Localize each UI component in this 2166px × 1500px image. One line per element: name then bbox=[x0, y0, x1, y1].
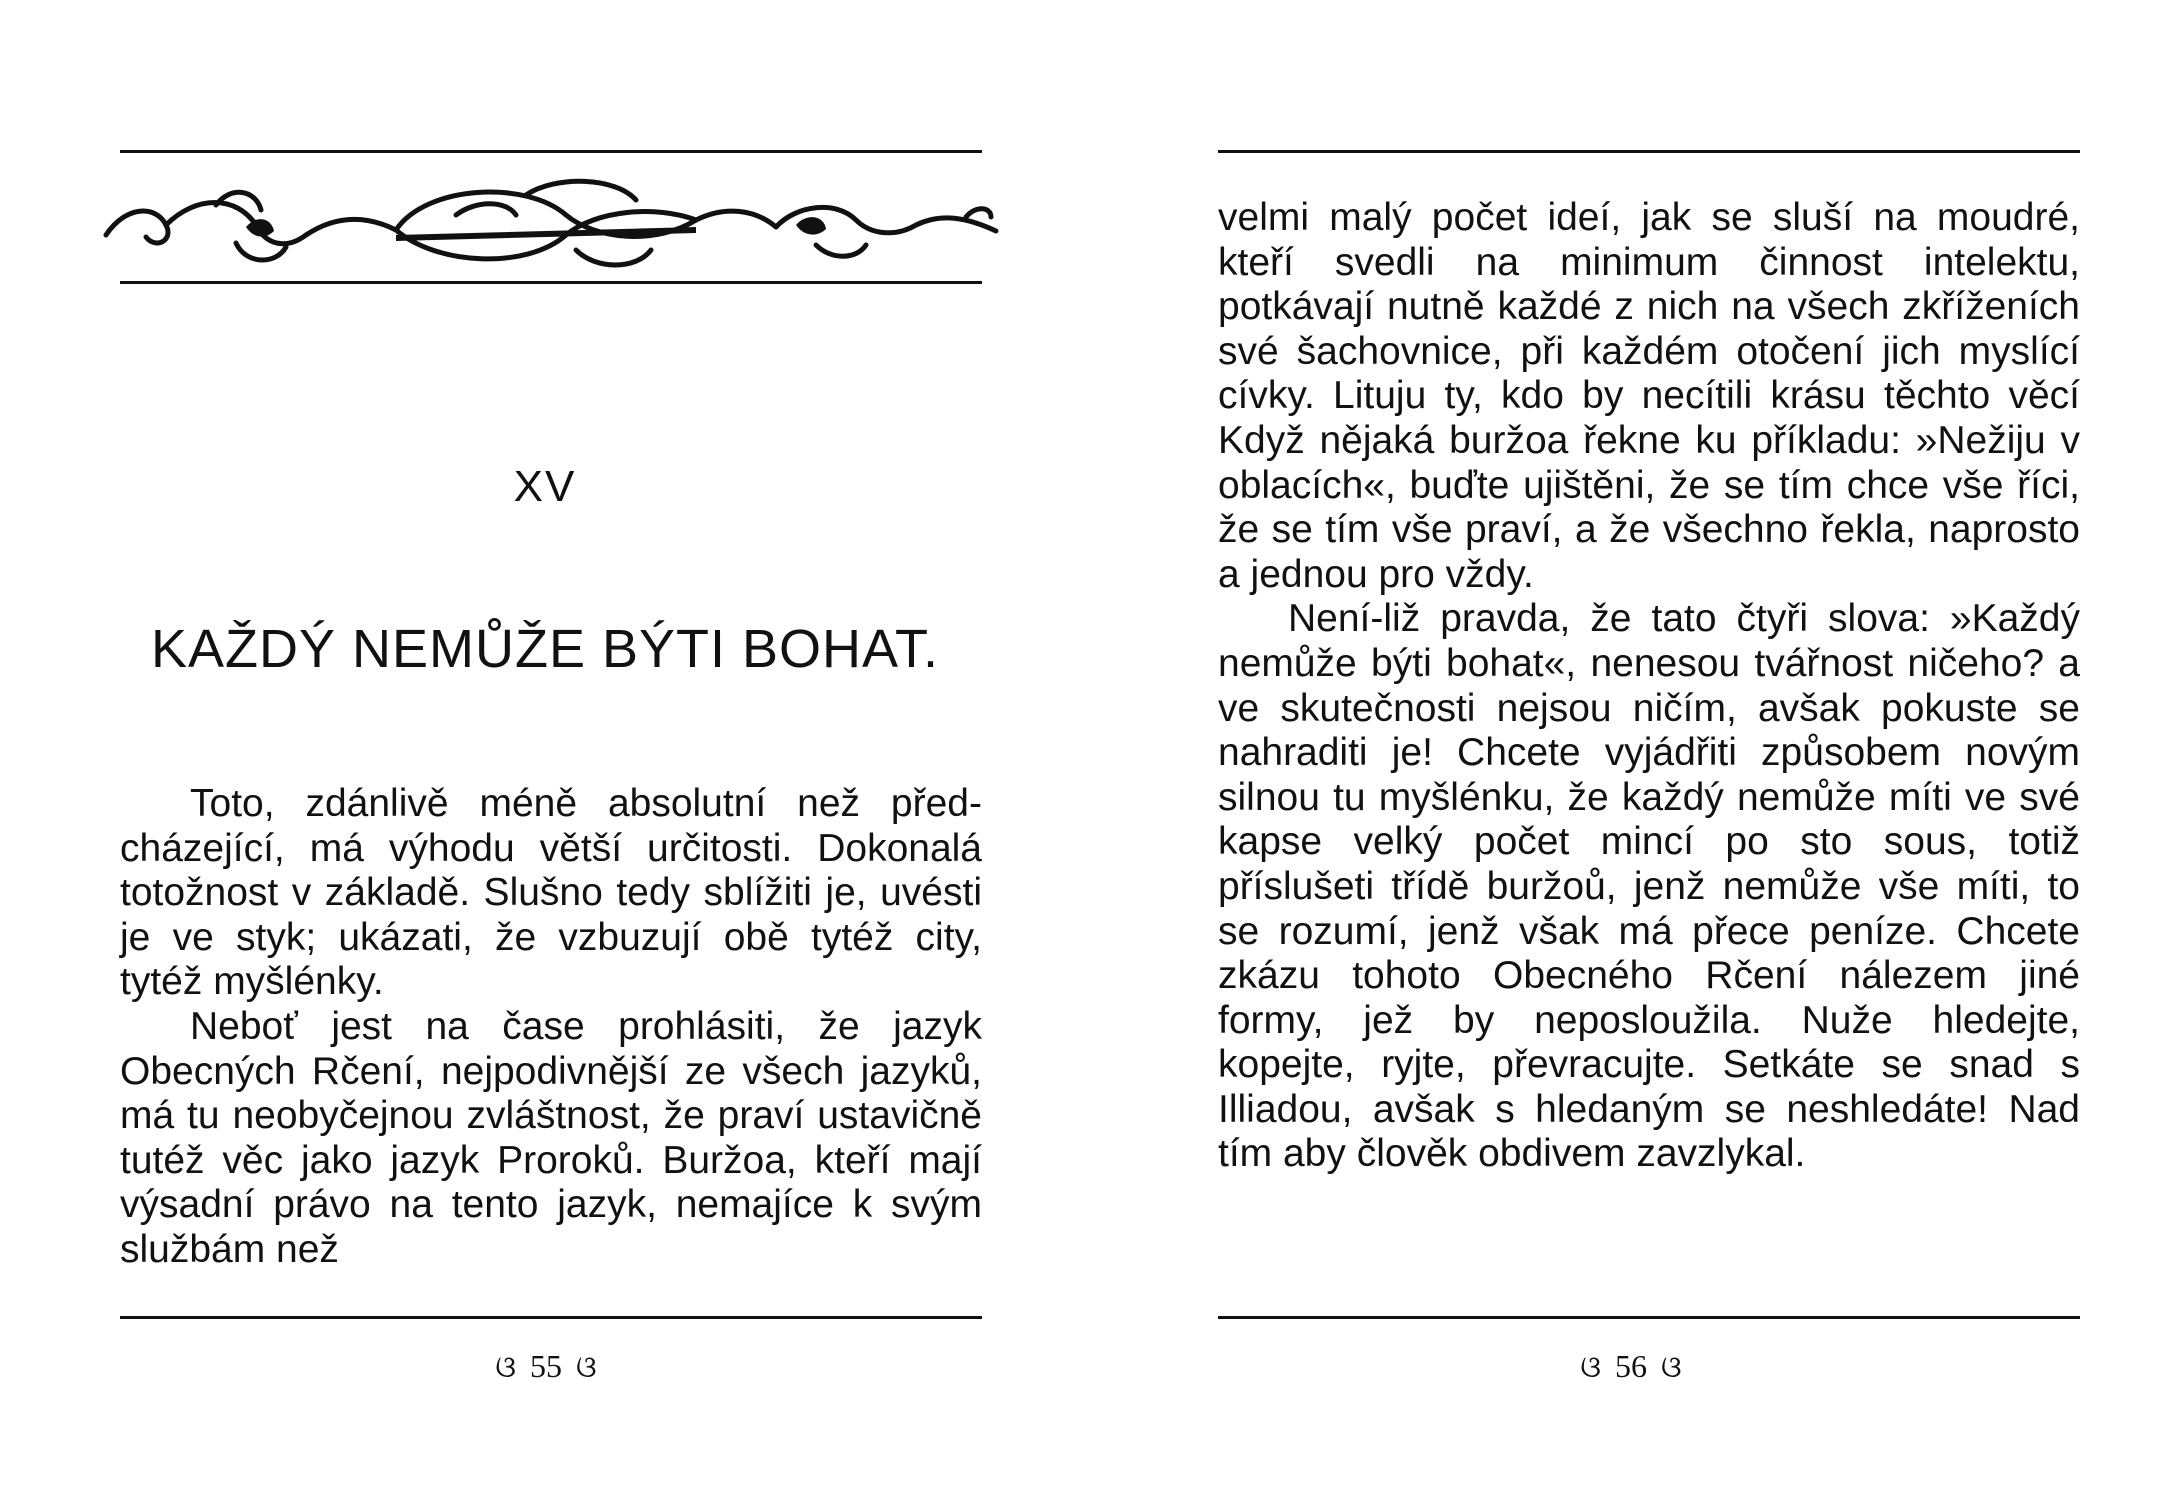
folio-ornament-left-icon: ଓ bbox=[495, 1351, 516, 1384]
top-rule bbox=[120, 150, 982, 153]
folio-ornament-left-icon: ଓ bbox=[1580, 1351, 1601, 1384]
ornament-bottom-rule bbox=[120, 281, 982, 284]
paragraph: Toto, zdánlivě méně absolutní než předcházející, má výhodu větší určitosti. Dokonalá totožnost v základě. Slušno tedy sblížiti je, uvésti je ve styk; ukázati, že vzbuzují obě tytéž city, tytéž myšlénky. bbox=[120, 782, 982, 1004]
chapter-number: XV bbox=[513, 462, 577, 511]
right-body-text bbox=[1218, 196, 2080, 1177]
chapter-title: KAŽDÝ NEMŮŽE BÝTI BOHAT. bbox=[150, 619, 940, 679]
ornament-vignette bbox=[96, 165, 1002, 280]
bottom-rule bbox=[120, 1316, 982, 1319]
folio bbox=[346, 1348, 746, 1385]
right-page bbox=[1083, 0, 2166, 1500]
folio-ornament-right-icon: ଓ bbox=[576, 1351, 597, 1384]
left-body-text bbox=[120, 782, 982, 1273]
page-number: 55 bbox=[530, 1348, 562, 1384]
paragraph: Není-liž pravda, že tato čtyři slova: »Každý nemůže býti bohat«, nenesou tvářnost ničeho? a ve skutečnosti nejsou ničím, avšak pokuste se nahraditi je! Chcete vyjádřiti způsobem novým silnou tu myšlénku, že každý nemůže míti ve své kapse velký počet mincí po sto sous, totiž příslušeti třídě buržoů, jenž nemůže vše míti, to se rozumí, jenž však má přece peníze. Chcete zkázu tohoto Obecného Rčení nálezem jiné formy, jež by neposloužila. Nuže hledejte, kopejte, ryjte, převracujte. Setkáte se snad s Illiadou, avšak s hledaným se neshledáte! Nad tím aby člověk obdivem zavzlykal. bbox=[1218, 597, 2080, 1176]
folio bbox=[1431, 1348, 1831, 1385]
folio-ornament-right-icon: ଓ bbox=[1661, 1351, 1682, 1384]
page-number: 56 bbox=[1615, 1348, 1647, 1384]
paragraph: velmi malý počet ideí, jak se sluší na moudré, kteří svedli na minimum činnost intelektu, potkávají nutně každé z nich na všech zkříženích své šachovnice, při každém otočení jich myslící cívky. Lituju ty, kdo by necítili krásu těchto věcí Když nějaká buržoa řekne ku příkladu: »Nežiju v oblacích«, buďte ujištěni, že se tím chce vše říci, že se tím vše praví, a že všechno řekla, naprosto a jednou pro vždy. bbox=[1218, 196, 2080, 596]
bottom-rule bbox=[1218, 1316, 2080, 1319]
paragraph: Neboť jest na čase prohlásiti, že jazyk Obecných Rčení, nejpodivnější ze všech jazyků, má tu neobyčejnou zvláštnost, že praví ustavičně tutéž věc jako jazyk Proroků. Buržoa, kteří mají výsadní právo na tento jazyk, nemajíce k svým službám než bbox=[120, 1004, 982, 1271]
top-rule bbox=[1218, 150, 2080, 153]
